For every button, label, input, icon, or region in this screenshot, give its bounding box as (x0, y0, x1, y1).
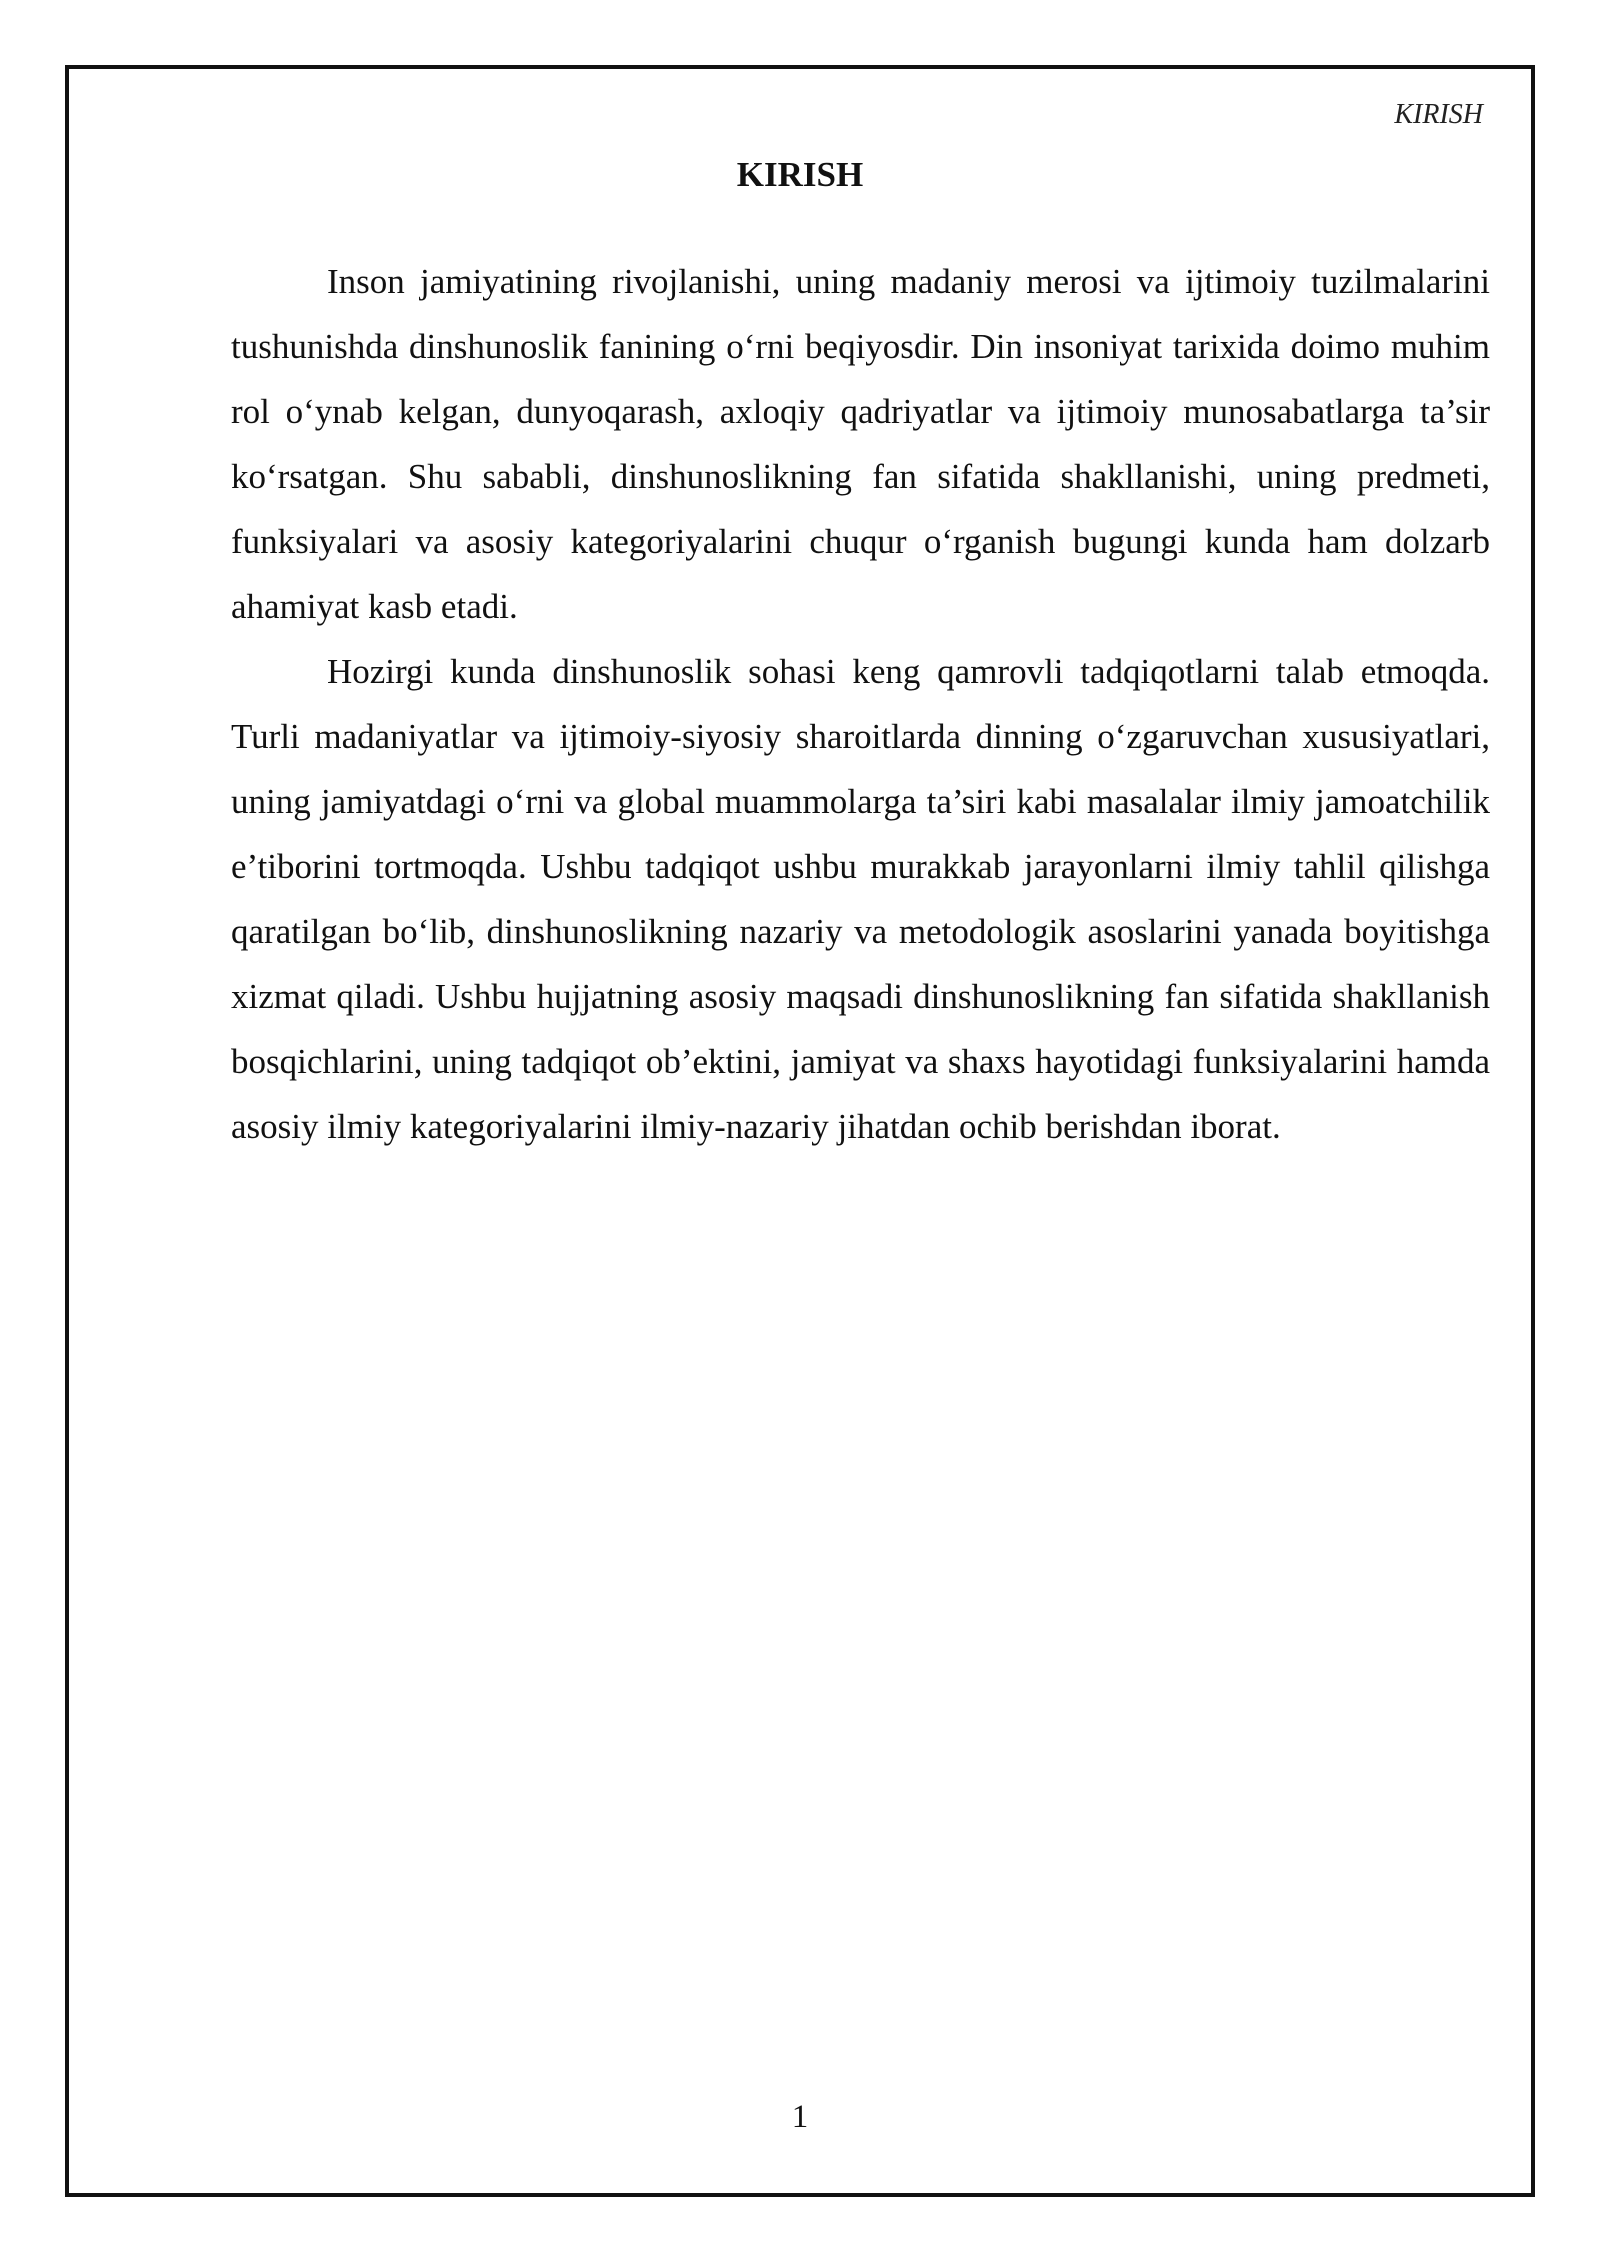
paragraph-1: Inson jamiyatining rivojlanishi, uning madaniy merosi va ijtimoiy tuzilmalarini tushunishda dinshunoslik fanining o‘rni beqiyosdir. Din insoniyat tarixida doimo muhim rol o‘ynab kelgan, dunyoqarash, axloqiy qadriyatlar va ijtimoiy munosabatlarga ta’sir ko‘rsatgan. Shu sababli, dinshunoslikning fan sifatida shakllanishi, uning predmeti, funksiyalari va asosiy kategoriyalarini chuqur o‘rganish bugungi kunda ham dolzarb ahamiyat kasb etadi. (231, 262, 1490, 626)
body-text (231, 249, 1490, 1159)
running-header: KIRISH (1394, 99, 1483, 130)
paragraph-2: Hozirgi kunda dinshunoslik sohasi keng qamrovli tadqiqotlarni talab etmoqda. Turli madaniyatlar va ijtimoiy-siyosiy sharoitlarda dinning o‘zgaruvchan xususiyatlari, uning jamiyatdagi o‘rni va global muammolarga ta’siri kabi masalalar ilmiy jamoatchilik e’tiborini tortmoqda. Ushbu tadqiqot ushbu murakkab jarayonlarni ilmiy tahlil qilishga qaratilgan bo‘lib, dinshunoslikning nazariy va metodologik asoslarini yanada boyitishga xizmat qiladi. Ushbu hujjatning asosiy maqsadi dinshunoslikning fan sifatida shakllanish bosqichlarini, uning tadqiqot ob’ektini, jamiyat va shaxs hayotidagi funksiyalarini hamda asosiy ilmiy kategoriyalarini ilmiy-nazariy jihatdan ochib berishdan iborat. (231, 652, 1490, 1146)
page-border (65, 65, 1535, 2197)
page-number: 1 (791, 2099, 809, 2135)
chapter-title: KIRISH (736, 155, 864, 194)
